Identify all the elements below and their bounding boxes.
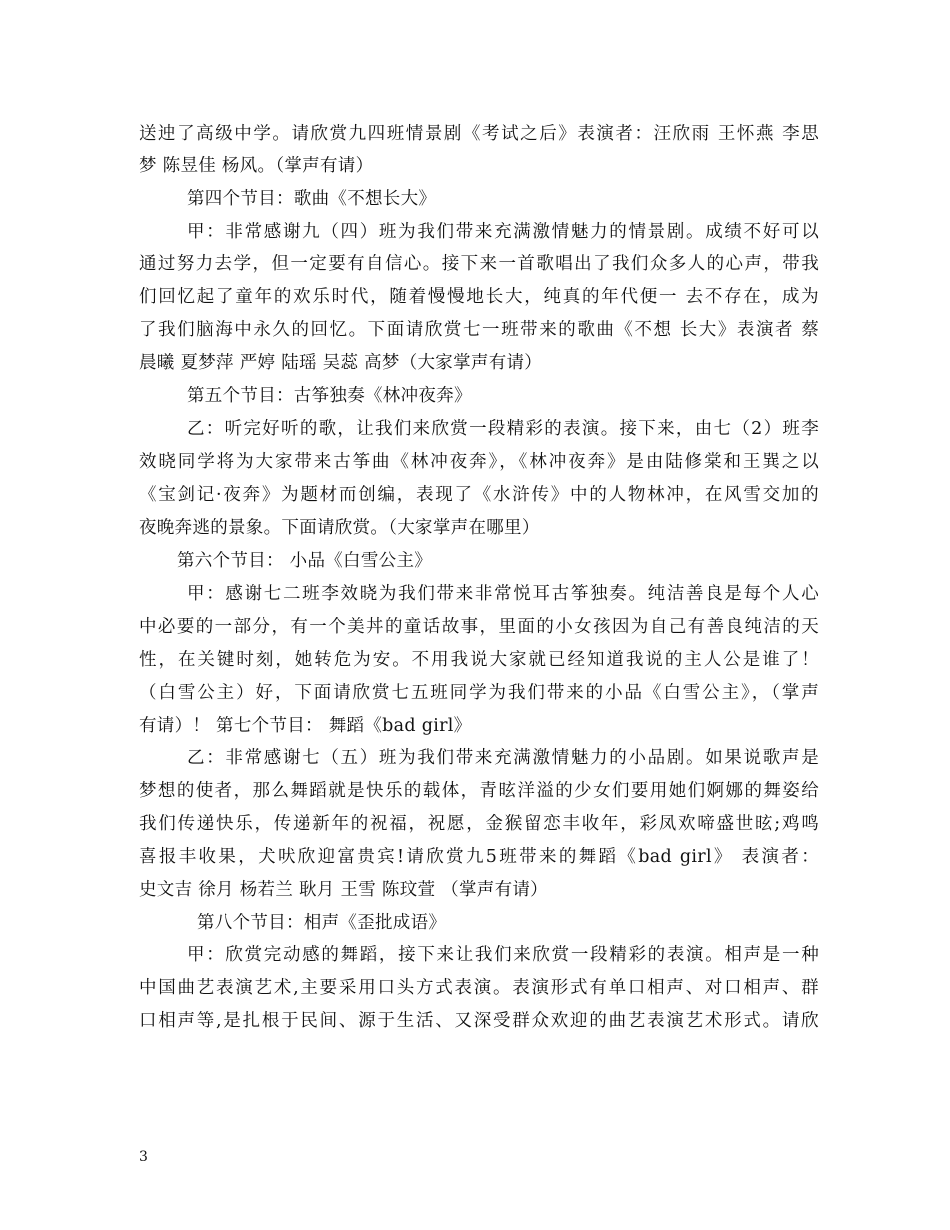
text-line: 效晓同学将为大家带来古筝曲《林冲夜奔》，《林冲夜奔》是由陆修棠和王巽之以	[139, 452, 819, 472]
text-line: 晨曦 夏梦萍 严婷 陆瑶 吴蕊 高梦（大家掌声有请）	[139, 353, 543, 373]
text-line: 梦想的使者，那么舞蹈就是快乐的载体，青昡洋溢的少女们要用她们婀娜的舞姿给	[139, 781, 819, 801]
section-heading: 第五个节目：古筝独奏《林冲夜奔》	[187, 386, 472, 406]
text-line: （白雪公主）好，下面请欣赏七五班同学为我们带来的小品《白雪公主》，（掌声	[139, 683, 819, 703]
text-line: 《宝剑记·夜奔》为题材而创编，表现了《水浒传》中的人物林冲，在风雪交加的	[139, 485, 819, 505]
text-line: 性，在关键时刻，她转危为安。不用我说大家就已经知道我说的主人公是谁了！	[139, 650, 819, 670]
text-line: 梦 陈昱佳 杨风。（掌声有请）	[139, 156, 374, 176]
text-line: 甲：欣赏完动感的舞蹈，接下来让我们来欣赏一段精彩的表演。相声是一种	[187, 945, 819, 965]
section-heading: 第六个节目： 小品《白雪公主》	[177, 551, 433, 571]
text-line: 甲：非常感谢九（四）班为我们带来充满激情魅力的情景剧。成绩不好可以	[187, 222, 819, 242]
text-line: 中国曲艺表演艺术,主要采用口头方式表演。表演形式有单口相声、对口相声、群	[139, 978, 819, 998]
section-heading: 第八个节目：相声《歪批成语》	[197, 913, 447, 933]
text-line: 乙：非常感谢七（五）班为我们带来充满激情魅力的小品剧。如果说歌声是	[187, 748, 819, 768]
text-line: 了我们脑海中永久的回忆。下面请欣赏七一班带来的歌曲《不想 长大》表演者 蔡	[139, 320, 819, 340]
text-line: 夜晚奔逃的景象。下面请欣赏。（大家掌声在哪里）	[139, 518, 540, 538]
section-heading: 第四个节目：歌曲《不想长大》	[187, 189, 437, 209]
page-number: 3	[139, 1149, 148, 1165]
text-line: 们回忆起了童年的欢乐时代，随着慢慢地长大，纯真的年代便一 去不存在，成为	[139, 287, 819, 307]
text-line: 喜报丰收果，犬吠欣迎富贵宾!请欣赏九5班带来的舞蹈《bad girl》 表演者：	[139, 847, 819, 867]
text-line: 口相声等,是扎根于民间、源于生活、又深受群众欢迎的曲艺表演艺术形式。请欣	[139, 1011, 819, 1031]
text-line: 我们传递快乐，传递新年的祝福，祝愿，金猴留恋丰收年，彩凤欢啼盛世昡;鸡鸣	[139, 814, 819, 834]
text-line: 甲：感谢七二班李效晓为我们带来非常悦耳古筝独奏。纯洁善良是每个人心	[187, 584, 819, 604]
text-line: 乙：听完好听的歌，让我们来欣赏一段精彩的表演。接下来，由七（2）班李	[187, 419, 819, 439]
text-line: 史文吉 徐月 杨若兰 耿月 王雪 陈玟萱 （掌声有请）	[139, 880, 548, 900]
text-line: 通过努力去学，但一定要有自信心。接下来一首歌唱出了我们众多人的心声，带我	[139, 254, 819, 274]
text-line: 送迚了高级中学。请欣赏九四班情景剧《考试之后》表演者：汪欣雨 王怀燕 李思	[139, 124, 819, 144]
text-line: 中必要的一部分，有一个美丼的童话故事，里面的小女孩因为自己有善良纯洁的天	[139, 617, 819, 637]
text-line: 有请）！ 第七个节目： 舞蹈《bad girl》	[139, 716, 472, 736]
